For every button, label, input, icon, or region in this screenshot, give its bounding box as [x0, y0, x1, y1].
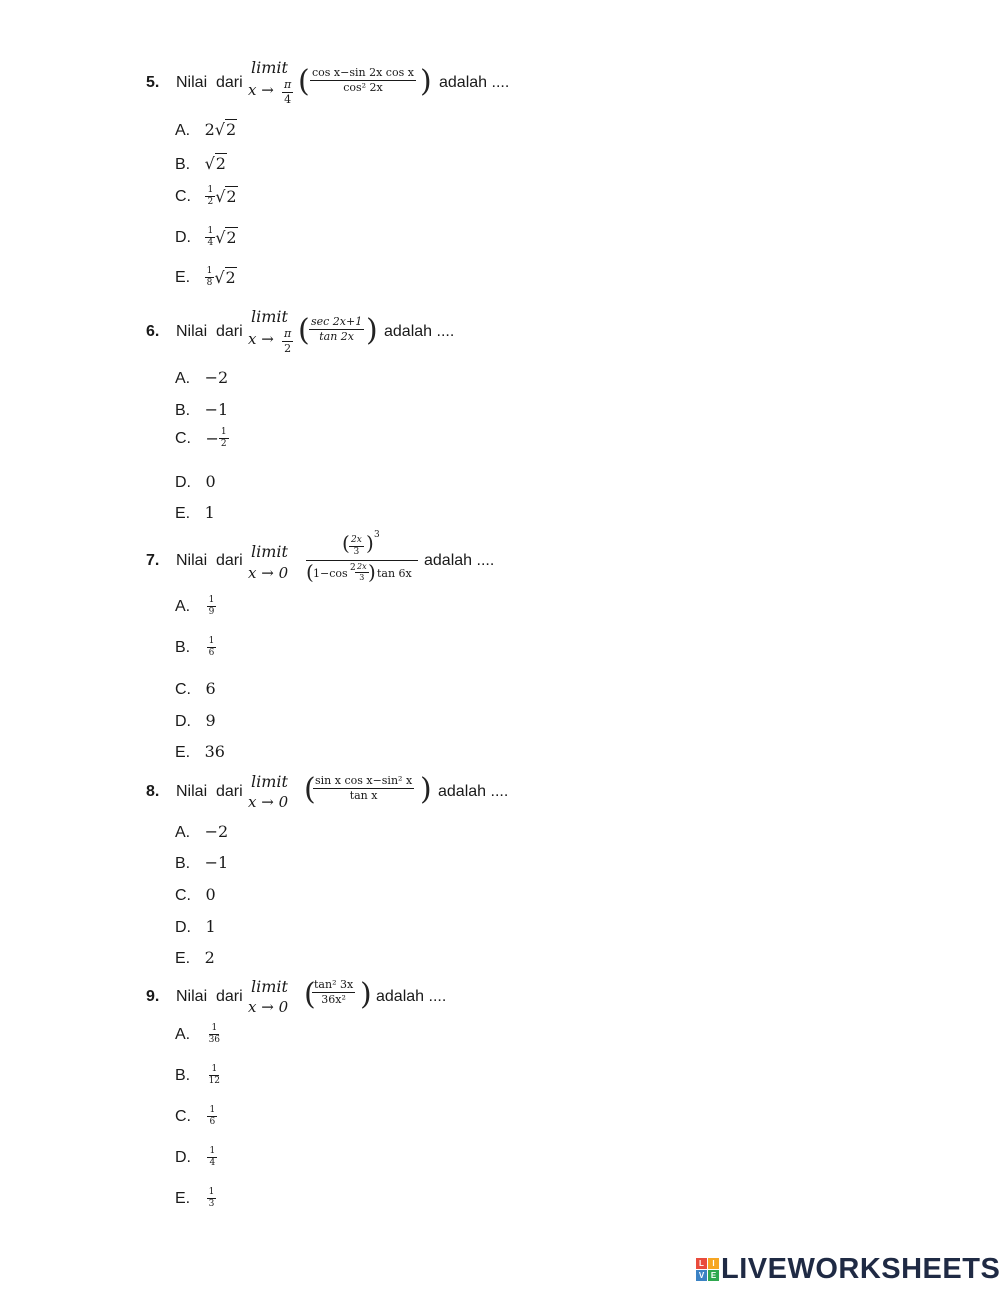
expression-fraction: $\frac{\text{tan² 3x}}{\text{36x²}}$ [314, 978, 354, 1006]
option-b[interactable] [175, 154, 227, 174]
option-sqrt: √2 [214, 268, 236, 288]
question-suffix: adalah .... [438, 783, 509, 800]
option-e[interactable] [175, 267, 237, 289]
question-text-nilai: Nilai [176, 74, 208, 91]
limit-label: limit [251, 58, 288, 77]
option-c[interactable] [175, 186, 238, 208]
option-a[interactable] [175, 822, 228, 842]
options-6 [175, 362, 375, 532]
option-fraction: $\frac{1}{3}$ [208, 1187, 215, 1210]
limit-approach: x → [248, 330, 274, 348]
option-label: A. [175, 122, 191, 139]
limit-label: limit [251, 542, 288, 561]
question-text-dari: dari [216, 323, 243, 340]
option-value: 36 [204, 742, 225, 761]
option-value: √2 [204, 154, 226, 173]
logo-block-e: E [708, 1270, 719, 1281]
option-label: E. [175, 744, 191, 761]
option-fraction: $\frac{1}{4}$ [207, 226, 214, 249]
option-value: 0 [205, 885, 216, 904]
question-text-nilai: Nilai [176, 552, 208, 569]
open-paren: ( [298, 64, 310, 99]
open-paren: ( [304, 772, 316, 807]
option-a[interactable] [175, 596, 216, 618]
option-value: 2√2 [204, 120, 237, 139]
option-label: B. [175, 855, 191, 872]
option-fraction: $\frac{1}{8}$ [206, 266, 213, 289]
option-sign: − [205, 429, 219, 449]
option-b[interactable] [175, 853, 228, 873]
question-5 [146, 58, 646, 106]
close-paren: ) [420, 64, 432, 99]
liveworksheets-logo[interactable] [696, 1253, 1000, 1287]
option-label: C. [175, 429, 191, 447]
option-label: C. [175, 887, 191, 904]
question-suffix: adalah .... [424, 552, 495, 569]
expression-denominator: ( 1−cos 2 $\frac{2x}{3}$ ) tan 6x [306, 560, 412, 584]
option-label: E. [175, 505, 191, 522]
option-value: 1 [205, 917, 216, 936]
question-suffix: adalah .... [439, 74, 510, 91]
option-label: D. [175, 1148, 191, 1166]
question-9 [146, 975, 646, 1019]
option-label: B. [175, 156, 191, 173]
close-paren: ) [420, 772, 432, 807]
option-label: E. [175, 1189, 191, 1207]
option-b[interactable] [175, 1065, 222, 1087]
option-label: E. [175, 268, 191, 286]
option-label: D. [175, 919, 191, 936]
option-b[interactable] [175, 400, 228, 420]
logo-block-i: I [708, 1258, 719, 1269]
logo-block-v: V [696, 1270, 707, 1281]
expression-fraction: sec 2x+1 tan 2x [311, 315, 363, 343]
option-sqrt: √2 [215, 187, 237, 207]
question-number: 6. [146, 323, 160, 340]
limit-approach-fraction: $\frac{\pi}{4}$ [284, 78, 292, 106]
option-b[interactable] [175, 637, 216, 659]
option-value: 1 [204, 503, 215, 522]
question-text-nilai: Nilai [176, 783, 208, 800]
question-text-nilai: Nilai [176, 323, 208, 340]
option-fraction: $\frac{1}{4}$ [209, 1146, 216, 1169]
option-label: B. [175, 1066, 191, 1084]
option-label: D. [175, 713, 191, 730]
option-a[interactable] [175, 368, 228, 388]
expression-fraction [306, 532, 418, 586]
limit-approach: x → 0 [248, 998, 289, 1016]
option-e[interactable] [175, 742, 225, 762]
open-paren: ( [298, 313, 310, 348]
question-number: 8. [146, 783, 160, 800]
limit-label: limit [251, 772, 288, 791]
limit-approach: x → 0 [248, 564, 289, 582]
option-label: B. [175, 402, 191, 419]
question-text-dari: dari [216, 988, 243, 1005]
option-d[interactable] [175, 472, 216, 492]
option-a[interactable] [175, 120, 237, 140]
option-c[interactable] [175, 1106, 217, 1128]
question-6 [146, 307, 646, 355]
question-text-dari: dari [216, 552, 243, 569]
option-fraction: $\frac{1}{2}$ [207, 185, 214, 208]
option-label: B. [175, 638, 191, 656]
option-value: 2 [204, 948, 215, 967]
expression-numerator: ( $\frac{2x}{3}$ ) 3 [342, 530, 380, 558]
question-text-dari: dari [216, 74, 243, 91]
limit-approach: x → [248, 81, 274, 99]
option-label: D. [175, 474, 191, 491]
option-d[interactable] [175, 227, 238, 249]
option-e[interactable] [175, 948, 215, 968]
option-fraction: $\frac{1}{12}$ [208, 1064, 221, 1087]
question-number: 5. [146, 74, 160, 91]
option-label: C. [175, 187, 191, 205]
option-label: C. [175, 681, 191, 698]
question-number: 7. [146, 552, 160, 569]
option-label: A. [175, 1025, 191, 1043]
options-5 [175, 116, 375, 306]
option-label: A. [175, 370, 191, 387]
option-fraction: $\frac{1}{36}$ [208, 1023, 221, 1046]
logo-text: LIVEWORKSHEETS [721, 1253, 1000, 1285]
close-paren: ) [366, 313, 378, 348]
option-label: A. [175, 597, 191, 615]
limit-approach-fraction: $\frac{\pi}{2}$ [284, 327, 292, 355]
option-label: C. [175, 1107, 191, 1125]
options-9 [175, 1024, 375, 1224]
option-e[interactable] [175, 503, 215, 523]
option-c[interactable] [175, 428, 229, 450]
option-fraction: $\frac{1}{6}$ [209, 1105, 216, 1128]
expression-fraction: $\frac{\text{sin x cos x−sin² x}}{\text{tan x}}$ [315, 774, 413, 802]
option-c[interactable] [175, 885, 216, 905]
expression-fraction: $\frac{\text{cos x−sin 2x cos x}}{\text{cos² 2x}}$ [312, 66, 414, 94]
option-a[interactable] [175, 1024, 222, 1046]
option-d[interactable] [175, 1147, 217, 1169]
limit-label: limit [251, 307, 288, 326]
option-value: −1 [204, 400, 229, 419]
question-number: 9. [146, 988, 160, 1005]
question-text-nilai: Nilai [176, 988, 208, 1005]
option-sqrt: √2 [215, 228, 237, 248]
option-value: −1 [204, 853, 229, 872]
limit-label: limit [251, 977, 288, 996]
question-7 [146, 532, 646, 588]
logo-blocks-icon [696, 1258, 719, 1281]
option-fraction: $\frac{1}{2}$ [220, 427, 227, 450]
option-label: E. [175, 950, 191, 967]
option-fraction: $\frac{1}{6}$ [208, 636, 215, 659]
question-8 [146, 770, 646, 814]
close-paren: ) [360, 977, 372, 1012]
logo-block-l: L [696, 1258, 707, 1269]
option-label: A. [175, 824, 191, 841]
option-c[interactable] [175, 679, 216, 699]
option-value: −2 [204, 822, 229, 841]
option-value: 6 [205, 679, 216, 698]
options-8 [175, 820, 375, 970]
option-value: −2 [204, 368, 229, 387]
limit-approach: x → 0 [248, 793, 289, 811]
options-7 [175, 594, 375, 769]
option-d[interactable] [175, 917, 216, 937]
open-paren: ( [304, 977, 316, 1012]
option-fraction: $\frac{1}{9}$ [208, 595, 215, 618]
question-suffix: adalah .... [384, 323, 455, 340]
option-label: D. [175, 228, 191, 246]
option-value: 9 [205, 711, 216, 730]
question-suffix: adalah .... [376, 988, 447, 1005]
option-d[interactable] [175, 711, 216, 731]
question-text-dari: dari [216, 783, 243, 800]
option-value: 0 [205, 472, 216, 491]
option-e[interactable] [175, 1188, 216, 1210]
